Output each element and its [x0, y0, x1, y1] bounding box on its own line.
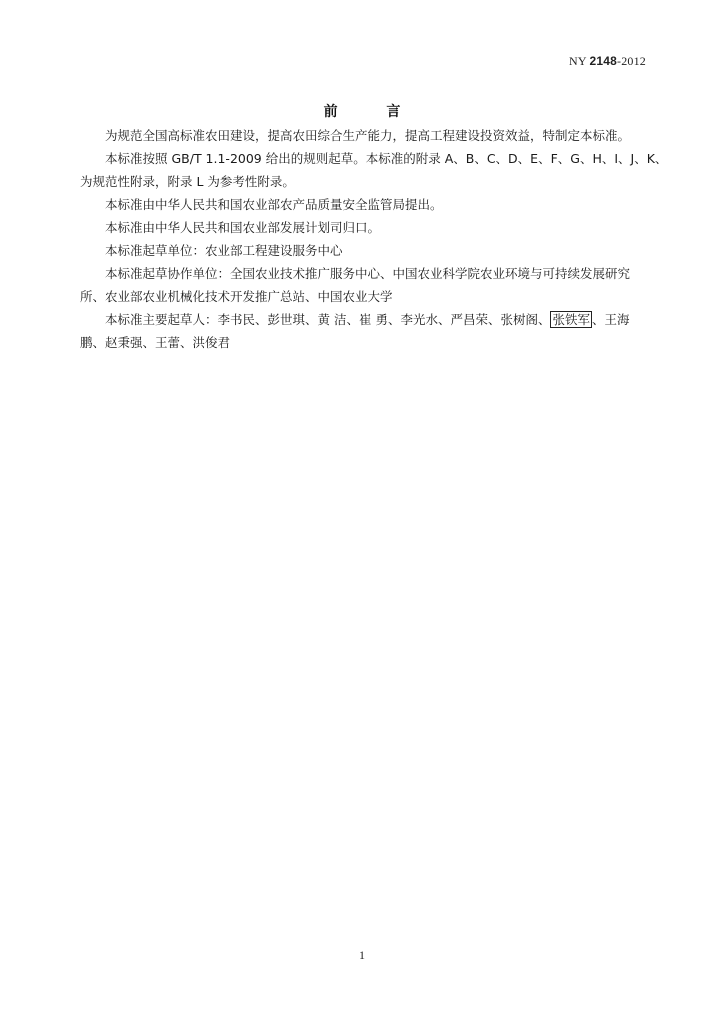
drafters-list-part2: 、王海 [591, 312, 630, 327]
standard-code-number: 2148 [589, 54, 617, 68]
paragraph-centralized-by [80, 216, 646, 239]
paragraph-purpose [80, 124, 646, 147]
paragraph-cooperating-units [80, 262, 646, 308]
paragraph-main-drafters [80, 308, 646, 354]
paragraph-main-drafters-line1 [80, 308, 646, 331]
page-title: 前 言 [323, 104, 423, 120]
standard-code-prefix: NY [569, 54, 590, 68]
paragraph-proposed-by-text: 本标准由中华人民共和国农业部农产品质量安全监管局提出。 [105, 197, 443, 212]
paragraph-centralized-by-text: 本标准由中华人民共和国农业部发展计划司归口。 [105, 220, 381, 235]
paragraph-main-drafters-line2: 鹏、赵秉强、王蕾、洪俊君 [80, 335, 231, 350]
paragraph-purpose-text: 为规范全国高标准农田建设，提高农田综合生产能力，提高工程建设投资效益，特制定本标准。 [105, 128, 631, 143]
foreword-body [80, 124, 668, 354]
drafters-list-part1: 本标准主要起草人：李书民、彭世琪、黄 洁、崔 勇、李光水、严昌荣、张树阁、 [105, 312, 551, 327]
paragraph-drafting-rules-line1: 本标准按照 GB/T 1.1-2009 给出的规则起草。本标准的附录 A、B、C、D、E、F、G、H、I、J、K、 [105, 151, 668, 166]
paragraph-drafting-unit [80, 239, 646, 262]
paragraph-drafting-unit-text: 本标准起草单位：农业部工程建设服务中心 [105, 243, 343, 258]
standard-code-suffix: -2012 [617, 54, 646, 68]
paragraph-drafting-rules [80, 147, 668, 193]
paragraph-cooperating-units-line1: 本标准起草协作单位：全国农业技术推广服务中心、中国农业科学院农业环境与可持续发展研究 [105, 266, 631, 281]
boxed-drafter-name: 张铁军 [552, 312, 590, 327]
standard-code [569, 54, 646, 69]
page-number: 1 [359, 948, 365, 962]
paragraph-cooperating-units-line2: 所、农业部农业机械化技术开发推广总站、中国农业大学 [80, 289, 393, 304]
paragraph-drafting-rules-line2: 为规范性附录，附录 L 为参考性附录。 [80, 174, 295, 189]
paragraph-proposed-by [80, 193, 646, 216]
